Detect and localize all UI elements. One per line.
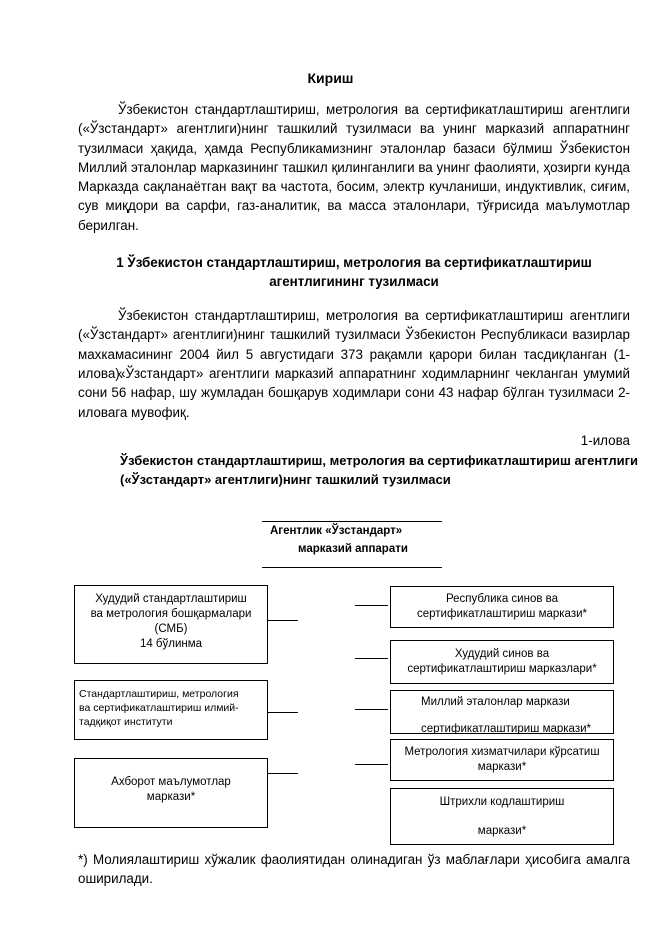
regional-line4: 14 бўлинма bbox=[139, 638, 203, 650]
national-line1: Миллий эталонлар маркази bbox=[421, 696, 570, 708]
metrology-line2: маркази* bbox=[477, 761, 527, 773]
barcode-line1: Штрихли кодлаштириш bbox=[439, 796, 565, 808]
connector-line bbox=[268, 773, 298, 774]
footnote: *) Молиялаштириш хўжалик фаолиятидан олинадиган ўз маблағлари ҳисобига амалга оширилади. bbox=[78, 852, 630, 886]
connector-line bbox=[355, 764, 388, 765]
intro-paragraph: Ўзбекистон стандартлаштириш, метрология ва сертификатлаштириш агентлиги («Ўзстандарт» агентлиги)нинг ташкилий тузилмаси ва унинг марказий аппаратнинг тузилмаси ҳақида, ҳамда Республикамизнинг эталонлар базаси бўлмиш Ўзбекистон Миллий эталонлар марказининг ташкил қилинганлиги ва унинг фаолияти, ҳозирги кунда Марказда сақланаётган вақт ва частота, босим, электр кучланиши, индуктивлик, сиғим, сув миқдори ва сарфи, газ-аналитик, ва масса эталонлари, тўғрисида маълумотлар берилган. bbox=[78, 102, 630, 233]
republic-testing-center-box bbox=[390, 586, 614, 628]
regional-testing-line1: Худудий синов ва bbox=[454, 648, 550, 660]
page-title: Кириш bbox=[307, 70, 354, 86]
appendix-label: 1-илова bbox=[580, 433, 630, 448]
central-apparatus-line1: Агентлик «Ўзстандарт» bbox=[270, 525, 403, 537]
regional-standardization-box bbox=[74, 585, 268, 664]
info-line1: Ахборот маълумотлар bbox=[111, 776, 231, 788]
institute-line1: Стандартлаштириш, метрология bbox=[79, 688, 239, 700]
barcode-line2: маркази* bbox=[477, 825, 527, 837]
republic-line2: сертификатлаштириш маркази* bbox=[417, 608, 587, 620]
republic-line1: Республика синов ва bbox=[445, 593, 559, 605]
regional-testing-centers-box bbox=[390, 640, 614, 684]
paragraph-2: «Ўзстандарт» агентлиги марказий аппаратнинг ходимларнинг чекланган умумий сони 56 нафар, шу жумладан бошқарув ходимлари сони 43 нафар бўлган тузилмаси 2-иловага мувофиқ. bbox=[78, 366, 630, 420]
barcode-center-box bbox=[390, 788, 614, 845]
connector-line bbox=[268, 712, 298, 713]
regional-line3: (СМБ) bbox=[154, 623, 188, 635]
research-institute-box bbox=[74, 680, 268, 740]
institute-line3: тадқиқот институти bbox=[79, 716, 173, 728]
diagram-title: Ўзбекистон стандартлаштириш, метрология ва сертификатлаштириш агентлиги («Ўзстандарт» агентлиги)нинг ташкилий тузилмаси bbox=[120, 453, 639, 487]
central-apparatus-line2: марказий аппарати bbox=[298, 543, 408, 555]
metrology-line1: Метрология хизматчилари кўрсатиш bbox=[404, 746, 600, 758]
connector-line bbox=[268, 620, 298, 621]
info-line2: маркази* bbox=[146, 791, 196, 803]
paragraph-1: Ўзбекистон стандартлаштириш, метрология ва сертификатлаштириш агентлиги («Ўзстандарт» агентлиги)нинг ташкилий тузилмаси Ўзбекистон Республикаси вазирлар махкамасининг 2004 йил 5 августидаги 373 рақамли қарори билан тасдиқланган (1-илова). bbox=[78, 308, 630, 381]
national-standards-center-box bbox=[390, 690, 614, 734]
regional-line1: Худудий стандартлаштириш bbox=[95, 593, 247, 605]
information-center-box bbox=[74, 758, 268, 828]
regional-line2: ва метрология бошқармалари bbox=[90, 608, 252, 620]
central-apparatus-box bbox=[262, 521, 442, 568]
institute-line2: ва сертификатлаштириш илмий- bbox=[79, 702, 239, 714]
national-line2: сертификатлаштириш маркази* bbox=[421, 723, 591, 734]
connector-line bbox=[355, 709, 388, 710]
metrology-services-center-box bbox=[390, 739, 614, 781]
connector-line bbox=[355, 658, 388, 659]
connector-line bbox=[355, 605, 388, 606]
section-heading: 1 Ўзбекистон стандартлаштириш, метрология ва сертификатлаштириш агентлигининг тузилмаси bbox=[116, 255, 592, 289]
regional-testing-line2: сертификатлаштириш марказлари* bbox=[407, 663, 597, 675]
